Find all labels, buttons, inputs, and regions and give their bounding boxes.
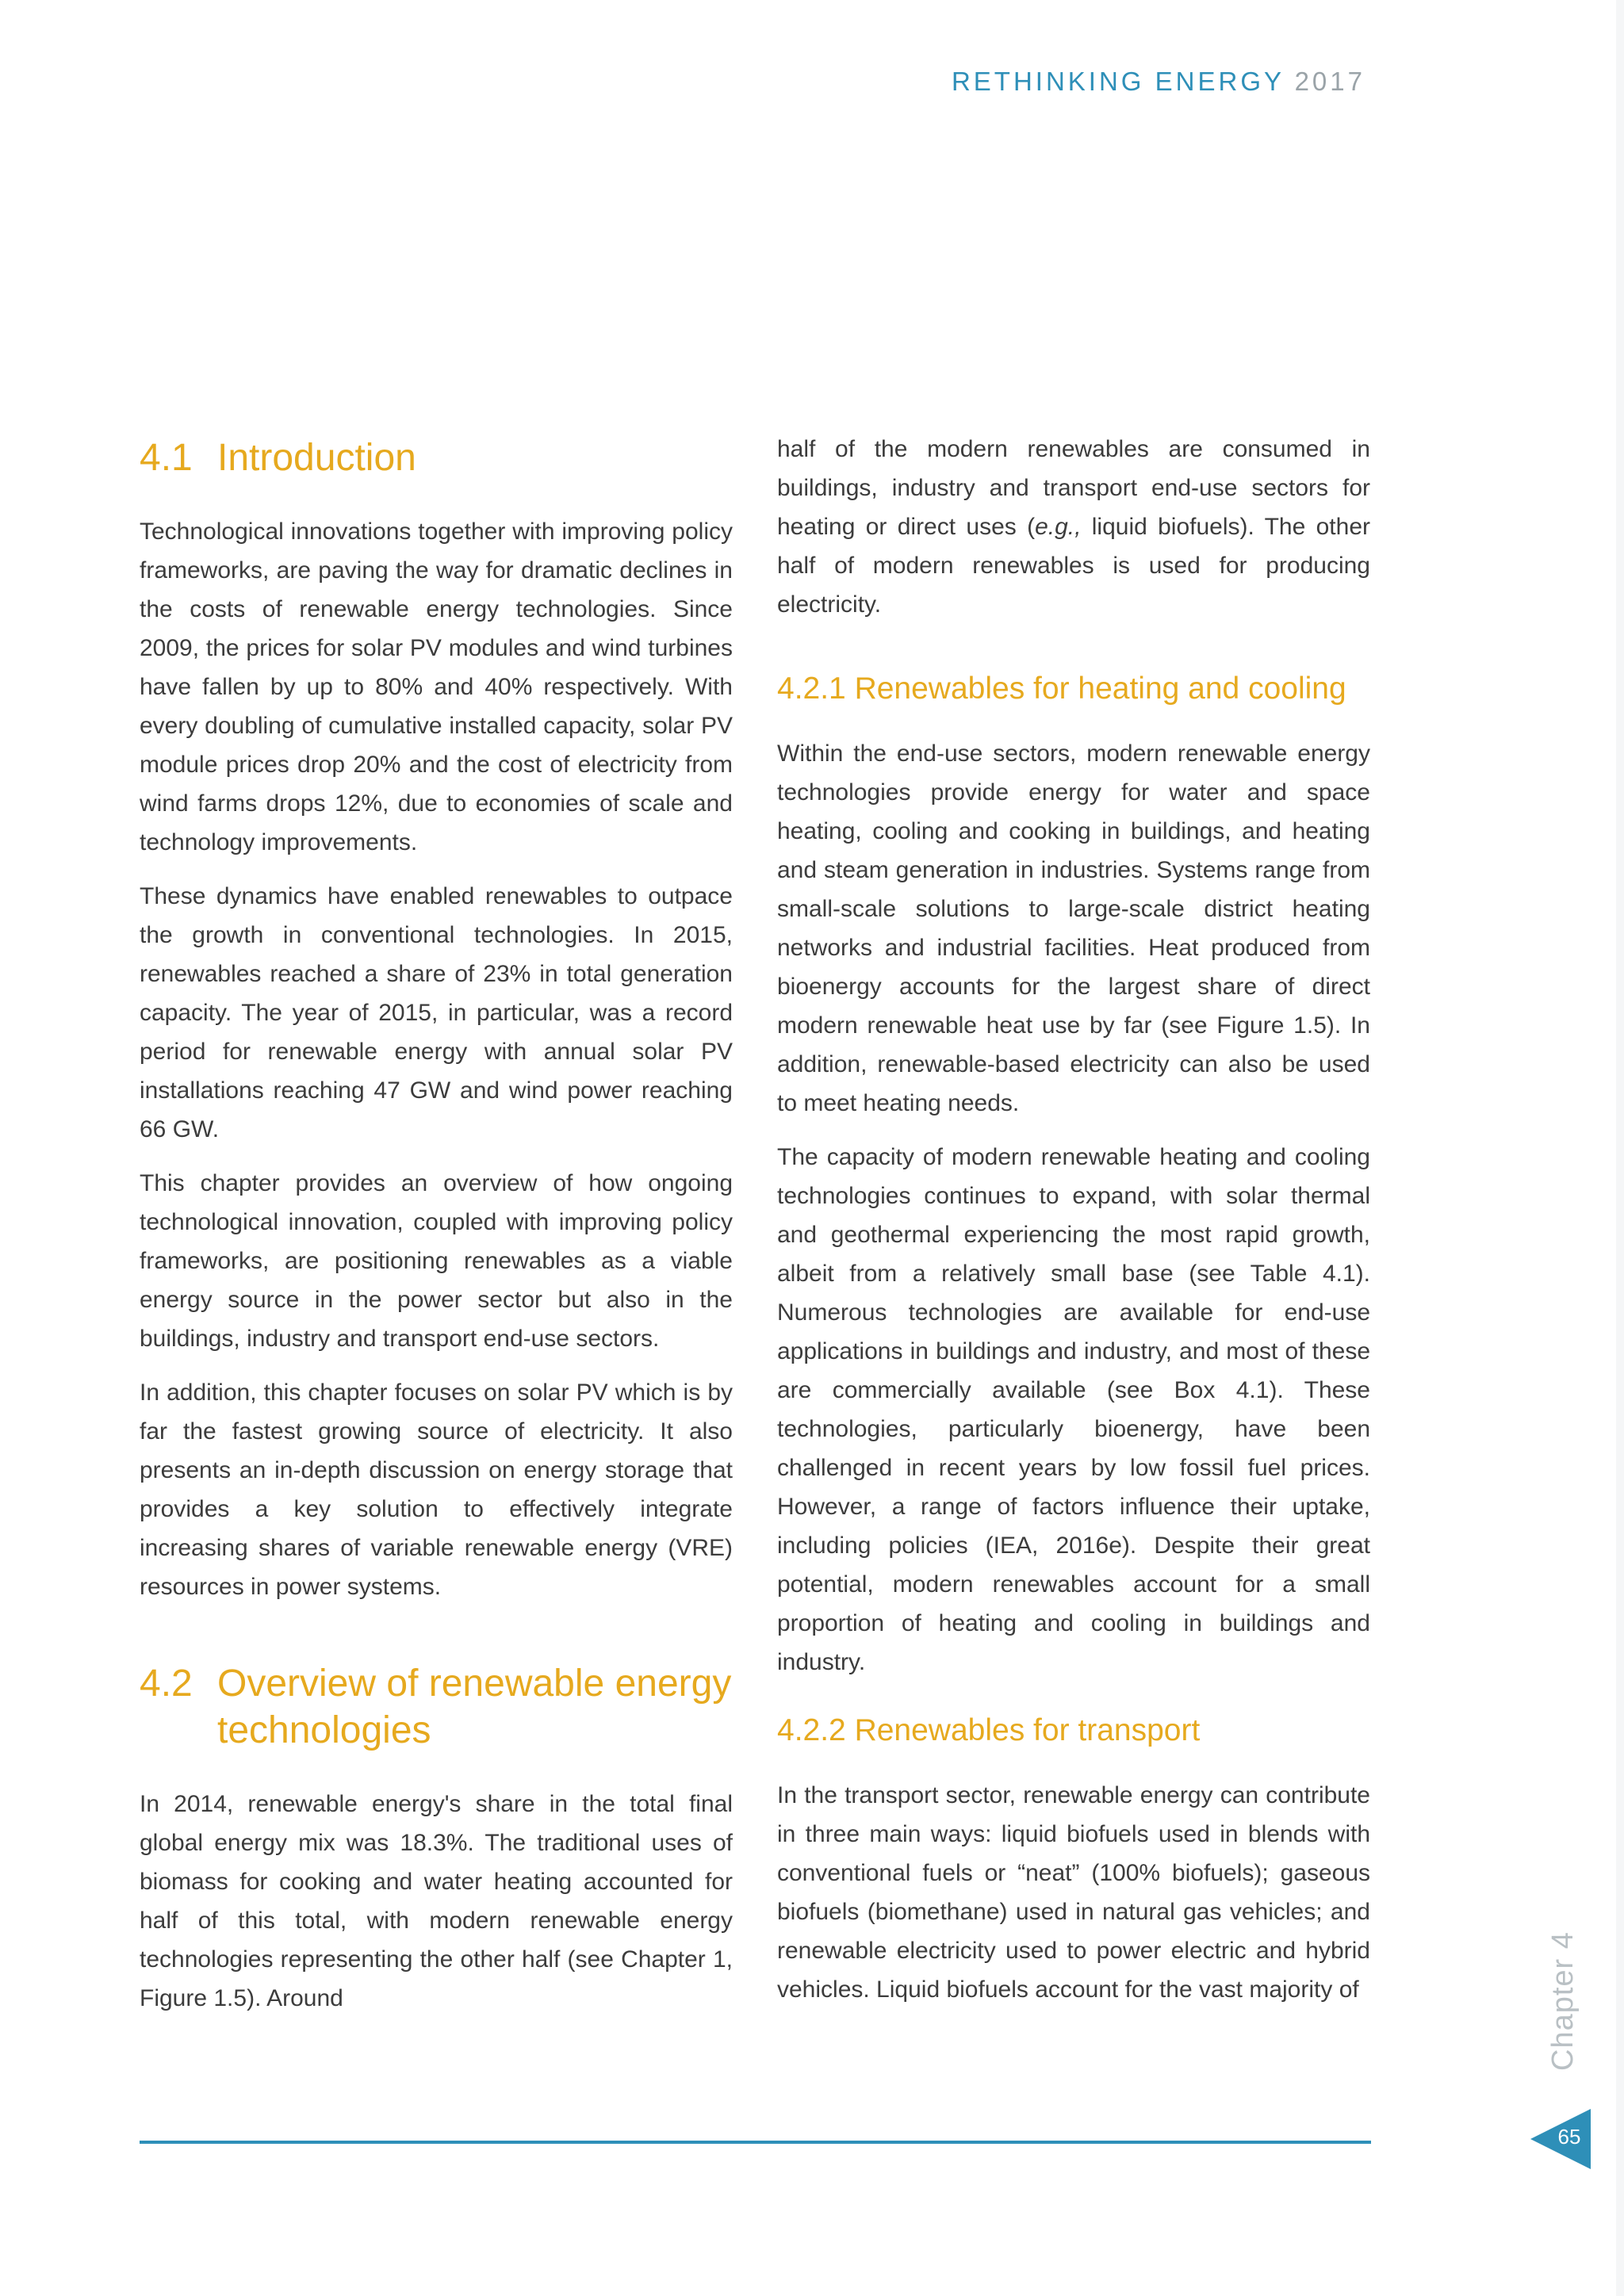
section-4-1-heading (140, 434, 733, 481)
continuation-text: half of the modern renewables are consumed in buildings, industry and transport end-use sectors for heating or direct uses ( (777, 436, 1370, 540)
running-header-year: 2017 (1294, 67, 1365, 96)
page-badge (1530, 2109, 1591, 2169)
subsection-4-2-1-heading: 4.2.1 Renewables for heating and cooling (777, 672, 1346, 706)
left-column (140, 434, 733, 2033)
section-number: 4.1 (140, 437, 193, 479)
paragraph: Technological innovations together with improving policy frameworks, are paving the way for dramatic declines in the costs of renewable energy technologies. Since 2009, the prices for solar PV modules and wind turbines have fallen by up to 80% and 40% respectively. With every doubling of cumulative installed capacity, solar PV module prices drop 20% and the cost of electricity from wind farms drops 12%, due to economies of scale and technology improvements. (140, 519, 733, 855)
right-column (777, 434, 1370, 2024)
page-number: 65 (1557, 2125, 1581, 2149)
paragraph: These dynamics have enabled renewables to outpace the growth in conventional technologies. In 2015, renewables reached a share of 23% in total generation capacity. The year of 2015, in particular, was a record period for renewable energy with annual solar PV installations reaching 47 GW and wind power reaching 66 GW. (140, 883, 733, 1142)
section-title: Overview of renewable energy technologies (217, 1663, 732, 1751)
paragraph: In addition, this chapter focuses on solar PV which is by far the fastest growing source of electricity. It also presents an in-depth discussion on energy storage that provides a key solution to effectively integrate increasing shares of variable renewable energy (VRE) resources in power systems. (140, 1380, 733, 1600)
section-number: 4.2 (140, 1663, 193, 1705)
paragraph-continuation (777, 430, 1370, 624)
continuation-italic: e.g., (1035, 514, 1082, 540)
section-4-2-heading (140, 1660, 733, 1754)
running-header-title: RETHINKING ENERGY (951, 67, 1285, 96)
continuation-text: liquid biofuels). The other half of modern renewables is used for producing electricity. (777, 514, 1370, 618)
section-title: Introduction (217, 437, 416, 479)
paragraph: The capacity of modern renewable heating and cooling technologies continues to expand, with solar thermal and geothermal experiencing the most rapid growth, albeit from a relatively small base (see Table 4.1). Numerous technologies are available for end-use applications in buildings and industry, and most of these are commercially available (see Box 4.1). These technologies, particularly bioenergy, have been challenged in recent years by low fossil fuel prices. However, a range of factors influence their uptake, including policies (IEA, 2016e). Despite their great potential, modern renewables account for a small proportion of heating and cooling in buildings and industry. (777, 1144, 1370, 1675)
footer-rule (140, 2141, 1371, 2144)
subsection-4-2-2-heading: 4.2.2 Renewables for transport (777, 1713, 1201, 1747)
paragraph: In the transport sector, renewable energy can contribute in three main ways: liquid biofuels used in blends with conventional fuels or “neat” (100% biofuels); gaseous biofuels (biomethane) used in natural gas vehicles; and renewable electricity used to power electric and hybrid vehicles. Liquid biofuels account for the vast majority of (777, 1782, 1370, 2003)
chapter-label: Chapter 4 (1546, 1931, 1580, 2071)
running-header (952, 67, 1365, 97)
paragraph: In 2014, renewable energy's share in the total final global energy mix was 18.3%. The traditional uses of biomass for cooking and water heating accounted for half of this total, with modern renewable energy technologies representing the other half (see Chapter 1, Figure 1.5). Around (140, 1791, 733, 2011)
paragraph: Within the end-use sectors, modern renewable energy technologies provide energy for water and space heating, cooling and cooking in buildings, and heating and steam generation in industries. Systems range from small-scale solutions to large-scale district heating networks and industrial facilities. Heat produced from bioenergy accounts for the largest share of direct modern renewable heat use by far (see Figure 1.5). In addition, renewable-based electricity can also be used to meet heating needs. (777, 740, 1370, 1116)
paragraph: This chapter provides an overview of how ongoing technological innovation, coupled with improving policy frameworks, are positioning renewables as a viable energy source in the power sector but also in the buildings, industry and transport end-use sectors. (140, 1170, 733, 1352)
page-edge-shade (1616, 0, 1624, 2296)
